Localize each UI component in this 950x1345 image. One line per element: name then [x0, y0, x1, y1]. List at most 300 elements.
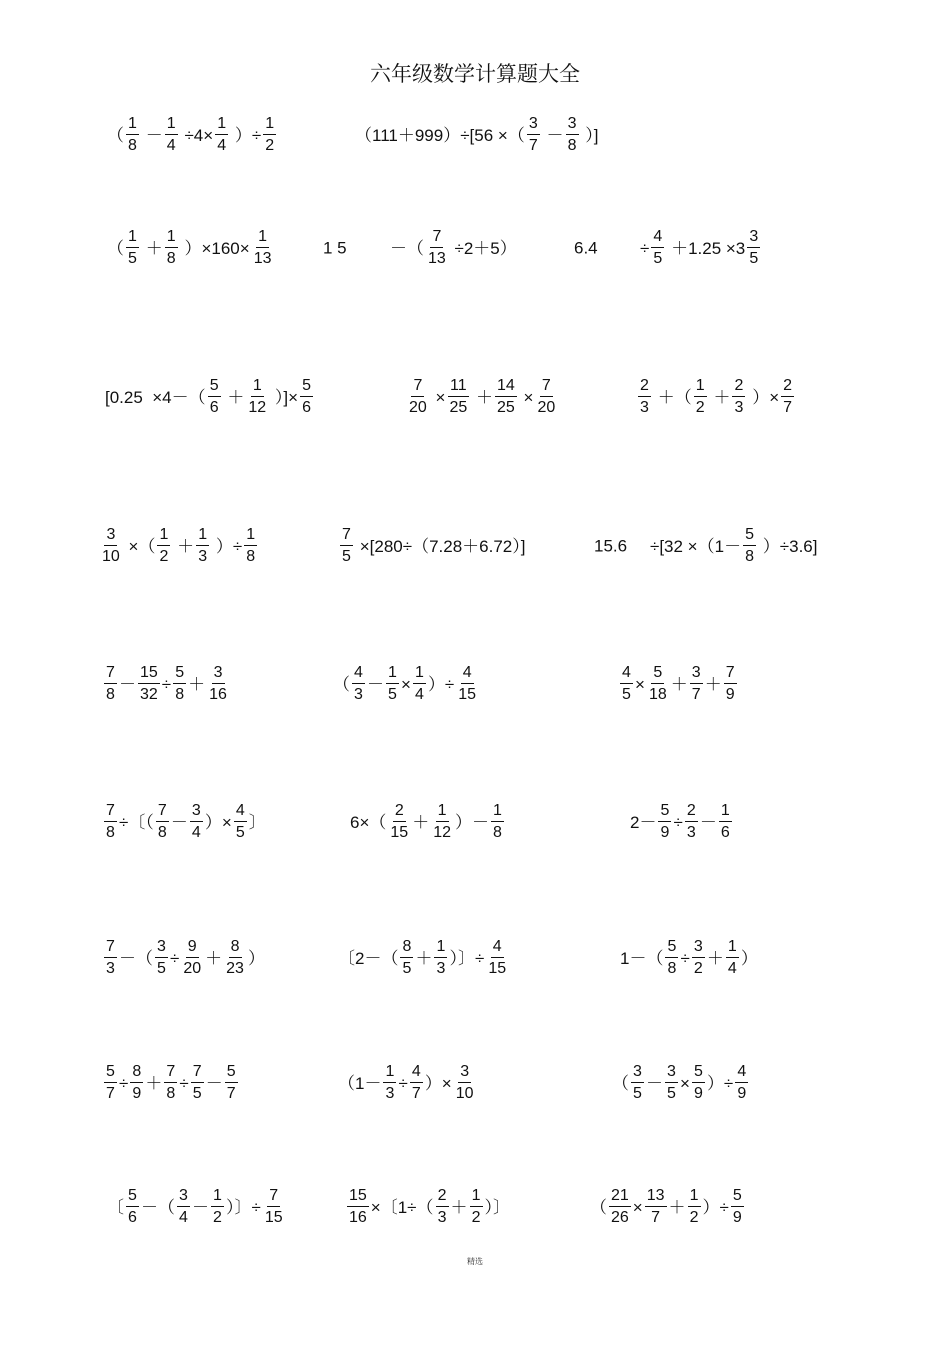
fraction-numerator: 4 [352, 665, 365, 684]
expression-text: －（ [390, 238, 424, 258]
fraction [454, 1064, 476, 1102]
math-expression [620, 939, 758, 977]
fraction-denominator: 16 [349, 1209, 367, 1226]
fraction [732, 378, 745, 416]
fraction-numerator: 14 [495, 378, 517, 397]
fraction [527, 116, 540, 154]
fraction [566, 116, 579, 154]
math-expression [355, 116, 599, 154]
fraction-numerator: 7 [724, 665, 737, 684]
fraction-numerator: 1 [383, 1064, 396, 1083]
fraction-denominator: 9 [660, 824, 670, 841]
math-expression [338, 1064, 478, 1102]
fraction-numerator: 4 [491, 939, 504, 958]
fraction-denominator: 9 [732, 1209, 742, 1226]
fraction [726, 939, 739, 977]
expression-text: ）× [424, 1073, 452, 1093]
expression-text: － [646, 1073, 663, 1093]
expression-text: ）〕÷ [226, 1197, 261, 1217]
expression-text: ÷ [398, 1073, 408, 1093]
expression-text: [0.25 ×4－（ [105, 387, 206, 407]
fraction [470, 1188, 483, 1226]
fraction [126, 229, 139, 267]
fraction [130, 1064, 143, 1102]
fraction-numerator: 3 [747, 229, 760, 248]
fraction-numerator: 3 [692, 939, 705, 958]
fraction-numerator: 3 [212, 665, 225, 684]
fraction-denominator: 7 [691, 686, 701, 703]
math-expression [574, 240, 598, 257]
expression-text: ）÷ [211, 536, 243, 556]
fraction [665, 939, 678, 977]
fraction-numerator: 3 [155, 939, 168, 958]
fraction-denominator: 9 [693, 1085, 703, 1102]
fraction-denominator: 13 [428, 250, 446, 267]
expression-text: （ [590, 1197, 607, 1217]
fraction [491, 803, 504, 841]
fraction [631, 1064, 644, 1102]
fraction-numerator: 1 [251, 378, 264, 397]
fraction-denominator: 3 [106, 960, 115, 977]
fraction-denominator: 8 [667, 960, 677, 977]
fraction [165, 229, 178, 267]
fraction [431, 803, 453, 841]
fraction-numerator: 1 [215, 116, 228, 135]
fraction [224, 939, 246, 977]
fraction-denominator: 6 [720, 824, 730, 841]
fraction-denominator: 7 [783, 399, 793, 416]
fraction [340, 527, 353, 565]
fraction-numerator: 2 [685, 803, 698, 822]
fraction [735, 1064, 748, 1102]
fraction-denominator: 3 [354, 686, 363, 703]
expression-text: 〕 [248, 812, 266, 832]
fraction-numerator: 1 [126, 116, 139, 135]
fraction-numerator: 2 [436, 1188, 449, 1207]
fraction-numerator: 4 [735, 1064, 748, 1083]
fraction [456, 665, 478, 703]
math-expression [345, 1188, 510, 1226]
expression-text: － [119, 674, 136, 694]
expression-text: × [518, 387, 534, 407]
expression-text: 1－（ [620, 948, 664, 968]
expression-text: ＋ [450, 1197, 468, 1217]
fraction [731, 1188, 744, 1226]
expression-text: －（ [119, 948, 153, 968]
expression-text: ） [740, 948, 758, 968]
fraction-numerator: 11 [448, 378, 469, 397]
expression-text: － [192, 1197, 209, 1217]
fraction [747, 229, 760, 267]
expression-text: （ [107, 125, 124, 145]
fraction-numerator: 8 [130, 1064, 143, 1083]
expression-text: ）÷ [427, 674, 455, 694]
fraction-denominator: 5 [622, 686, 631, 703]
fraction-numerator: 5 [104, 1064, 117, 1083]
expression-text: ＋（ [653, 387, 692, 407]
fraction-numerator: 3 [665, 1064, 678, 1083]
math-expression [107, 116, 278, 154]
expression-text: ）〕 [484, 1197, 511, 1217]
fraction [400, 939, 413, 977]
page-title: 六年级数学计算题大全 [370, 62, 580, 86]
fraction-numerator: 7 [430, 229, 443, 248]
fraction [347, 1188, 369, 1226]
expression-text: 〔2－（ [338, 948, 399, 968]
expression-text: － [170, 812, 188, 832]
fraction-denominator: 2 [693, 960, 703, 977]
expression-text: ÷ [161, 674, 172, 694]
fraction-denominator: 8 [567, 137, 577, 154]
fraction [211, 1188, 224, 1226]
fraction [155, 939, 168, 977]
fraction [386, 665, 399, 703]
fraction-numerator: 3 [177, 1188, 190, 1207]
expression-text: － [141, 125, 163, 145]
fraction-numerator: 3 [458, 1064, 471, 1083]
fraction [383, 1064, 396, 1102]
expression-text: ÷ [680, 948, 690, 968]
fraction-numerator: 3 [566, 116, 579, 135]
fraction-denominator: 4 [166, 137, 176, 154]
expression-text: ＋ [708, 387, 731, 407]
fraction [104, 1064, 117, 1102]
fraction [426, 229, 448, 267]
expression-text: ＋ [205, 948, 223, 968]
fraction-denominator: 7 [106, 1085, 115, 1102]
fraction-numerator: 15 [138, 665, 160, 684]
fraction-numerator: 7 [104, 939, 117, 958]
fraction [157, 527, 170, 565]
fraction-numerator: 9 [186, 939, 199, 958]
fraction-denominator: 4 [179, 1209, 188, 1226]
fraction [126, 116, 139, 154]
fraction-denominator: 5 [157, 960, 166, 977]
fraction-denominator: 8 [128, 137, 137, 154]
fraction-numerator: 2 [732, 378, 745, 397]
fraction-numerator: 1 [126, 229, 139, 248]
expression-text: － [367, 674, 384, 694]
expression-text: ＋ [145, 1073, 163, 1093]
fraction-denominator: 8 [246, 548, 256, 565]
math-expression [612, 1064, 750, 1102]
expression-text: ＋ [412, 812, 430, 832]
fraction-denominator: 15 [488, 960, 507, 977]
fraction [225, 1064, 238, 1102]
fraction [126, 1188, 139, 1226]
expression-text: ＋ [670, 674, 688, 694]
fraction-denominator: 10 [102, 548, 120, 565]
fraction-numerator: 5 [225, 1064, 238, 1083]
fraction-numerator: 1 [263, 116, 276, 135]
fraction-numerator: 7 [156, 803, 169, 822]
fraction [165, 116, 178, 154]
fraction-denominator: 3 [734, 399, 744, 416]
fraction-numerator: 1 [694, 378, 707, 397]
fraction-denominator: 16 [209, 686, 227, 703]
fraction-numerator: 5 [692, 1064, 705, 1083]
fraction-denominator: 7 [226, 1085, 236, 1102]
fraction-numerator: 1 [386, 665, 399, 684]
fraction-numerator: 8 [229, 939, 242, 958]
math-expression [333, 665, 480, 703]
math-expression [102, 1064, 240, 1102]
fraction-numerator: 1 [434, 939, 447, 958]
math-expression [630, 803, 734, 841]
fraction-numerator: 3 [527, 116, 540, 135]
fraction-denominator: 7 [411, 1085, 421, 1102]
fraction-denominator: 3 [436, 960, 446, 977]
fraction-denominator: 25 [449, 399, 468, 416]
fraction-numerator: 1 [256, 229, 269, 248]
expression-text: ÷ [179, 1073, 189, 1093]
fraction-numerator: 15 [347, 1188, 369, 1207]
fraction-denominator: 4 [727, 960, 737, 977]
fraction-numerator: 2 [781, 378, 794, 397]
fraction-denominator: 20 [409, 399, 427, 416]
fraction-denominator: 13 [253, 250, 272, 267]
fraction-numerator: 3 [690, 665, 703, 684]
fraction-denominator: 9 [725, 686, 735, 703]
fraction [495, 378, 517, 416]
fraction-denominator: 9 [132, 1085, 142, 1102]
fraction-denominator: 8 [157, 824, 167, 841]
fraction-numerator: 7 [267, 1188, 280, 1207]
fraction-numerator: 4 [620, 665, 633, 684]
fraction [407, 378, 429, 416]
fraction-denominator: 9 [737, 1085, 747, 1102]
expression-text: 1 5 [323, 238, 347, 258]
fraction-denominator: 8 [493, 824, 502, 841]
expression-text: × [430, 387, 446, 407]
fraction-numerator: 1 [470, 1188, 483, 1207]
expression-text: ＋1.25 ×3 [666, 238, 746, 258]
fraction-denominator: 15 [264, 1209, 283, 1226]
fraction-numerator: 1 [413, 665, 426, 684]
expression-text: ＋ [668, 1197, 686, 1217]
math-expression [107, 1188, 287, 1226]
fraction-numerator: 7 [411, 378, 424, 397]
math-expression [107, 229, 275, 267]
fraction-numerator: 5 [300, 378, 313, 397]
expression-text: 6.4 [574, 238, 598, 258]
expression-text: × [680, 1073, 690, 1093]
fraction-denominator: 8 [745, 548, 755, 565]
expression-text: ）÷ [706, 1073, 734, 1093]
fraction-denominator: 2 [213, 1209, 222, 1226]
fraction-denominator: 2 [695, 399, 705, 416]
math-expression [98, 527, 259, 565]
expression-text: ÷ [673, 812, 683, 832]
fraction [694, 378, 707, 416]
expression-text: ）÷ [230, 125, 262, 145]
fraction-denominator: 3 [437, 1209, 447, 1226]
fraction-numerator: 8 [400, 939, 413, 958]
expression-text: × [401, 674, 411, 694]
fraction-numerator: 3 [631, 1064, 644, 1083]
fraction-denominator: 3 [198, 548, 208, 565]
expression-text: ）÷3.6] [758, 536, 818, 556]
fraction-numerator: 1 [244, 527, 257, 546]
fraction-numerator: 5 [731, 1188, 744, 1207]
fraction-denominator: 26 [611, 1209, 629, 1226]
fraction-numerator: 7 [540, 378, 553, 397]
fraction [190, 803, 203, 841]
expression-text: ）] [580, 125, 599, 145]
fraction-denominator: 8 [106, 686, 115, 703]
expression-text: ×[280÷（7.28＋6.72）] [355, 536, 526, 556]
expression-text: （111＋999）÷[56 ×（ [355, 125, 525, 145]
expression-text: ）× [747, 387, 780, 407]
fraction [300, 378, 313, 416]
expression-text: ÷ [640, 238, 650, 258]
fraction-numerator: 7 [104, 803, 117, 822]
math-expression [618, 665, 739, 703]
math-expression [105, 378, 315, 416]
fraction [252, 229, 274, 267]
math-expression [102, 665, 231, 703]
fraction-denominator: 8 [166, 1085, 176, 1102]
fraction-numerator: 1 [436, 803, 449, 822]
expression-text: （ [107, 238, 124, 258]
expression-text: ＋ [222, 387, 245, 407]
expression-text: ÷〔（ [119, 812, 154, 832]
fraction-denominator: 5 [653, 250, 663, 267]
fraction-numerator: 5 [651, 665, 664, 684]
fraction-numerator: 13 [645, 1188, 667, 1207]
expression-text: ）× [204, 812, 232, 832]
fraction-denominator: 20 [537, 399, 556, 416]
fraction-denominator: 8 [175, 686, 185, 703]
fraction-denominator: 6 [128, 1209, 137, 1226]
fraction-numerator: 5 [126, 1188, 139, 1207]
fraction [156, 803, 169, 841]
fraction-denominator: 3 [640, 399, 649, 416]
fraction [719, 803, 732, 841]
fraction-numerator: 3 [190, 803, 203, 822]
fraction-numerator: 1 [196, 527, 209, 546]
fraction [685, 803, 698, 841]
expression-text: （ [333, 674, 350, 694]
fraction-denominator: 18 [648, 686, 667, 703]
expression-text: － [541, 125, 564, 145]
fraction-denominator: 15 [390, 824, 409, 841]
expression-text: ÷ [119, 1073, 129, 1093]
fraction [620, 665, 633, 703]
fraction [658, 803, 671, 841]
expression-text: ×〔1÷（ [370, 1197, 434, 1217]
fraction [434, 939, 447, 977]
math-expression [338, 939, 510, 977]
fraction [724, 665, 737, 703]
expression-text: （1－ [338, 1073, 382, 1093]
expression-text: × [635, 674, 645, 694]
fraction [191, 1064, 204, 1102]
fraction-numerator: 1 [726, 939, 739, 958]
fraction-numerator: 7 [340, 527, 353, 546]
fraction-denominator: 2 [689, 1209, 699, 1226]
fraction-numerator: 5 [743, 527, 756, 546]
math-expression [323, 240, 347, 257]
fraction [413, 665, 426, 703]
fraction-denominator: 5 [235, 824, 245, 841]
fraction-denominator: 12 [433, 824, 451, 841]
fraction-denominator: 5 [192, 1085, 202, 1102]
fraction-denominator: 5 [128, 250, 137, 267]
fraction [447, 378, 469, 416]
fraction-denominator: 6 [302, 399, 311, 416]
fraction [486, 939, 508, 977]
fraction [410, 1064, 423, 1102]
fraction-denominator: 5 [388, 686, 397, 703]
fraction-denominator: 32 [140, 686, 158, 703]
fraction-numerator: 2 [638, 378, 651, 397]
expression-text: ＋ [415, 948, 433, 968]
fraction [104, 803, 117, 841]
expression-text: ＋ [172, 536, 195, 556]
fraction-numerator: 4 [234, 803, 247, 822]
fraction-denominator: 3 [686, 824, 696, 841]
expression-text: 15.6 [594, 536, 628, 556]
expression-text: ） [247, 948, 265, 968]
fraction-numerator: 7 [164, 1064, 177, 1083]
fraction [246, 378, 268, 416]
fraction [138, 665, 160, 703]
expression-text: ÷4× [179, 125, 214, 145]
fraction [535, 378, 557, 416]
fraction [164, 1064, 177, 1102]
fraction-denominator: 12 [248, 399, 267, 416]
fraction [651, 229, 664, 267]
fraction-denominator: 8 [106, 824, 115, 841]
math-expression [350, 803, 506, 841]
math-expression [405, 378, 559, 416]
fraction-numerator: 1 [165, 229, 178, 248]
fraction-numerator: 1 [719, 803, 732, 822]
fraction [104, 665, 117, 703]
expression-text: 6×（ [350, 812, 387, 832]
fraction [263, 116, 276, 154]
fraction-numerator: 2 [393, 803, 406, 822]
math-expression [590, 1188, 746, 1226]
fraction-denominator: 25 [496, 399, 515, 416]
expression-text: ＋ [704, 674, 722, 694]
fraction [100, 527, 122, 565]
math-expression [636, 378, 796, 416]
expression-text: ）]× [270, 387, 299, 407]
fraction [181, 939, 203, 977]
expression-text: ）×160× [179, 238, 250, 258]
math-expression [640, 229, 762, 267]
fraction [638, 378, 651, 416]
fraction [215, 116, 228, 154]
fraction [692, 939, 705, 977]
fraction-numerator: 1 [491, 803, 504, 822]
fraction-denominator: 2 [159, 548, 169, 565]
fraction [665, 1064, 678, 1102]
fraction [263, 1188, 285, 1226]
fraction-numerator: 3 [104, 527, 117, 546]
fraction-numerator: 5 [173, 665, 186, 684]
fraction-denominator: 10 [455, 1085, 474, 1102]
fraction [388, 803, 410, 841]
fraction-denominator: 3 [385, 1085, 395, 1102]
fraction [688, 1188, 701, 1226]
footer-text: 精选 [467, 1257, 483, 1266]
fraction [690, 665, 703, 703]
fraction-denominator: 2 [471, 1209, 481, 1226]
expression-text: ÷[32 ×（1－ [650, 536, 742, 556]
